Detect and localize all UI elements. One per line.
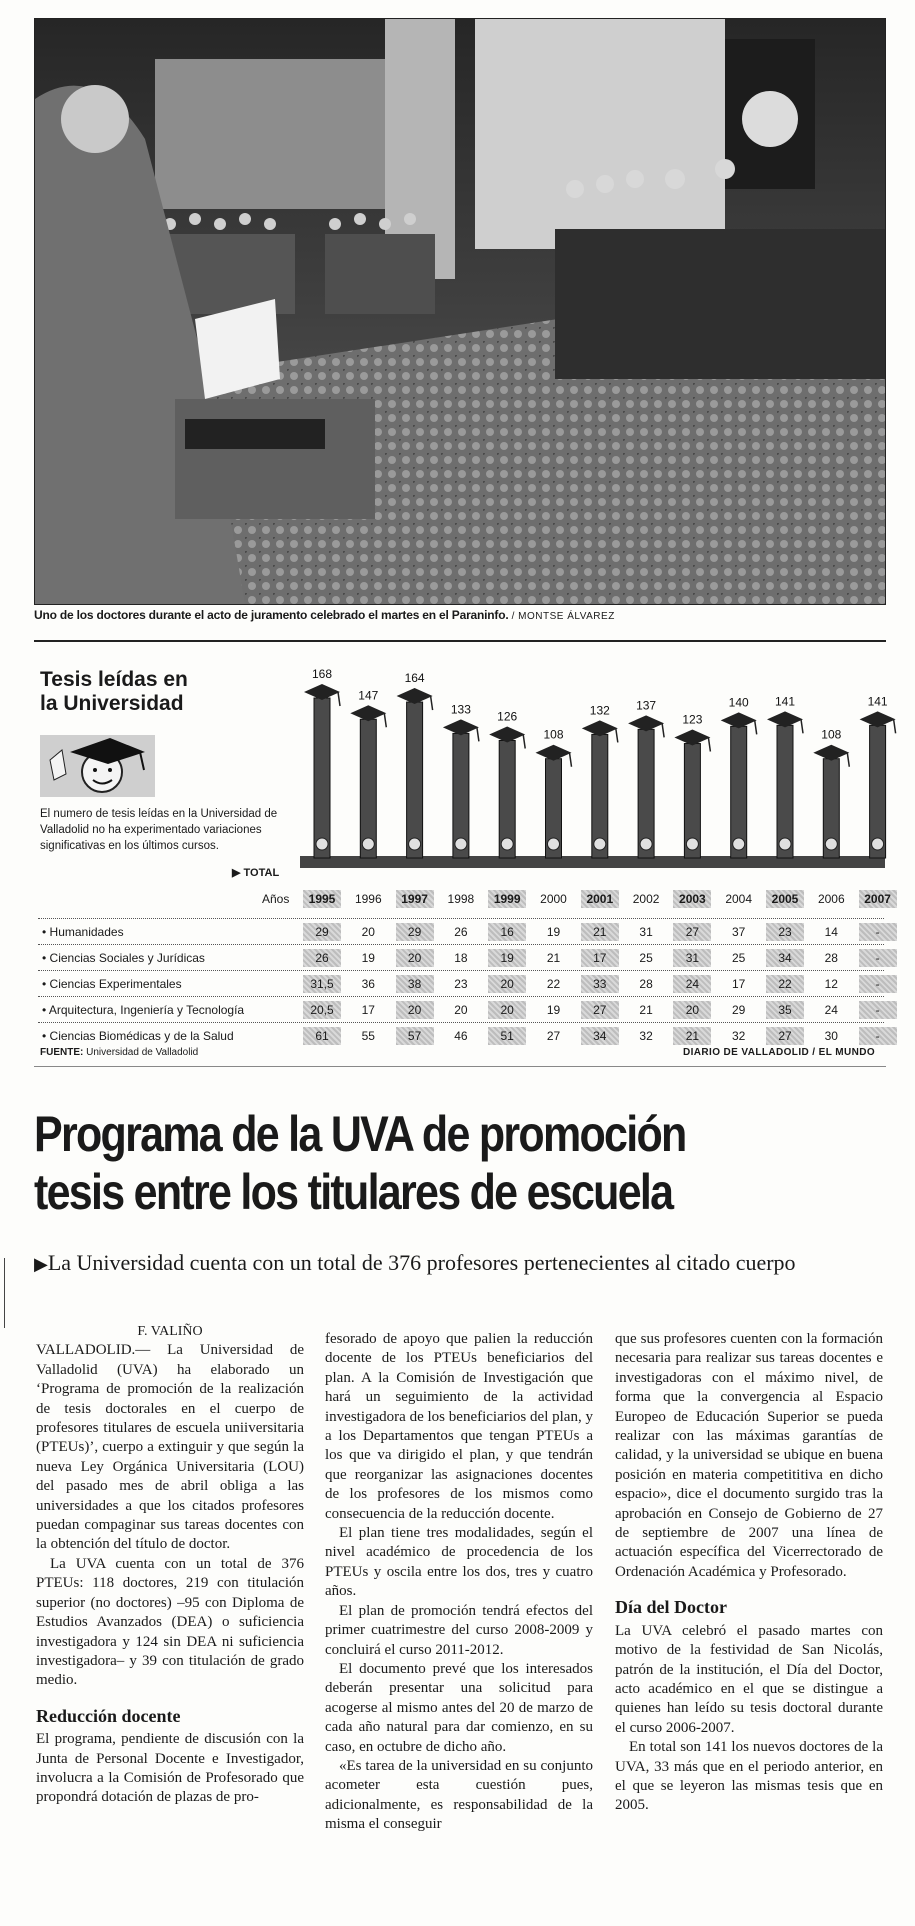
year-cell: 2005 <box>766 890 804 908</box>
table-cell: 20 <box>361 925 375 939</box>
table-cell: 20 <box>673 1001 711 1019</box>
headline-line1: Programa de la UVA de promoción <box>34 1106 686 1162</box>
year-cell: 1997 <box>396 890 434 908</box>
chart-bar <box>407 702 423 858</box>
year-cell: 1998 <box>447 892 475 906</box>
year-cell: 2004 <box>725 892 753 906</box>
table-cell: 21 <box>673 1027 711 1045</box>
chart-bar-seal <box>455 838 467 850</box>
photo-caption <box>34 608 894 622</box>
chart-bar-cap <box>397 688 433 704</box>
table-cell: 27 <box>673 923 711 941</box>
year-cell: 2001 <box>581 890 619 908</box>
table-row <box>38 1022 884 1048</box>
table-row <box>38 918 884 944</box>
chart-bar-tassel <box>570 753 572 767</box>
table-cell: 17 <box>361 1003 375 1017</box>
chart-bar-cap <box>721 712 757 728</box>
table-cell: 21 <box>639 1003 653 1017</box>
table-cell: 27 <box>546 1029 561 1043</box>
graphic-description: El numero de tesis leídas en la Universidad de Valladolid no ha experimentado variaciones significativas en los últimos cursos. <box>40 808 278 852</box>
table-cell: - <box>859 1027 897 1045</box>
table-cell: 30 <box>824 1029 838 1043</box>
table-cell: 17 <box>581 949 619 967</box>
paragraph: La UVA celebró el pasado martes con motivo de la festividad de San Nicolás, patrón de la institución, el Día del Doctor, acto académico en el que se distingue a quienes han leído su tesis doctoral durante el curso 2006-2007. <box>615 1622 883 1736</box>
table-cell: 31 <box>639 925 653 939</box>
table-cell: - <box>859 923 897 941</box>
section-rule <box>34 640 886 642</box>
chart-bar-cap <box>443 719 479 735</box>
chart-bar-tassel <box>431 696 433 710</box>
table-cell: 29 <box>732 1003 746 1017</box>
chart-bar-seal <box>594 838 606 850</box>
chart-value-label: 123 <box>682 712 703 727</box>
row-label: • Ciencias Sociales y Jurídicas <box>42 951 205 965</box>
table-row <box>38 996 884 1022</box>
headline <box>34 1105 894 1221</box>
table-cell: 26 <box>303 949 341 967</box>
chart-bar <box>314 698 330 858</box>
caption-text: Uno de los doctores durante el acto de juramento celebrado el martes en el Paraninfo. <box>34 608 509 622</box>
chart-bar-seal <box>779 838 791 850</box>
table-cell: - <box>859 1001 897 1019</box>
chart-value-label: 108 <box>821 727 842 742</box>
chart-bar-tassel <box>801 719 803 733</box>
table-cell: 28 <box>639 977 653 991</box>
table-cell: 36 <box>361 977 375 991</box>
years-label: Años <box>262 892 290 906</box>
table-cell: 28 <box>824 951 838 965</box>
row-label: • Arquitectura, Ingeniería y Tecnología <box>42 1003 245 1017</box>
chart-bar-cap <box>304 684 340 700</box>
table-cell: 23 <box>454 977 468 991</box>
chart-bar <box>638 729 654 858</box>
table-cell: 25 <box>732 951 746 965</box>
chart-value-label: 133 <box>450 702 471 717</box>
chart-bar-cap <box>582 720 618 736</box>
table-cell: 31,5 <box>303 975 341 993</box>
chart-bar-seal <box>316 838 328 850</box>
chart-value-label: 164 <box>404 671 425 686</box>
subhead-arrow-icon: ▶ <box>34 1254 48 1274</box>
table-cell: 20 <box>396 949 434 967</box>
chart-bar-tassel <box>662 723 664 737</box>
chart-bar-tassel <box>847 753 849 767</box>
row-label: • Ciencias Experimentales <box>42 977 182 991</box>
chart-bar-seal <box>872 838 884 850</box>
chart-value-label: 126 <box>497 709 518 724</box>
table-cell: 12 <box>824 977 838 991</box>
paragraph: En total son 141 los nuevos doctores de la UVA, 33 más que en el periodo anterior, en el que se leyeron las mismas tesis que en 2005. <box>615 1739 883 1814</box>
chart-value-label: 132 <box>589 703 610 718</box>
table-cell: 20 <box>488 975 526 993</box>
table-cell: 34 <box>766 949 804 967</box>
table-cell: 19 <box>546 925 561 939</box>
table-cell: 24 <box>673 975 711 993</box>
chart-value-label: 168 <box>311 667 333 681</box>
table-cell: 21 <box>581 923 619 941</box>
year-cell: 2003 <box>673 890 711 908</box>
paragraph: El documento prevé que los interesados deberán presentar una solicitud para acogerse al mismo antes del 20 de marzo de cada año natural para dar comienzo, en su caso, en octubre de dicho año. <box>325 1660 593 1755</box>
paragraph: que sus profesores cuenten con la formación necesaria para realizar sus tareas docentes e investigadoras con el máximo nivel, de forma que la convergencia al Espacio Europeo de Educación Superior se pueda realizar con las máximas garantías de calidad, y la universidad se ubique en buena posición en materia competititiva en dicho espacio», dice el documento surgido tras la aprobación en Consejo de Gobierno de 27 de septiembre de 2007 una línea de actuación específica del Vicerrectorado de Ordenación Académica y Profesorado. <box>615 1331 883 1580</box>
photo-credit: / MONTSE ÁLVAREZ <box>511 611 615 622</box>
chart-bar-tassel <box>616 728 618 742</box>
table-cell: 22 <box>546 977 561 991</box>
table-cell: 57 <box>396 1027 434 1045</box>
chart-bar-seal <box>501 838 513 850</box>
table-cell: 16 <box>488 923 526 941</box>
paragraph: El plan de promoción tendrá efectos del primer cuatrimestre del curso 2008-2009 y concluirá el curso 2011-2012. <box>325 1602 593 1658</box>
table-cell: 51 <box>488 1027 526 1045</box>
table-cell: 27 <box>581 1001 619 1019</box>
row-label: • Humanidades <box>42 925 124 939</box>
chart-bar <box>546 759 562 858</box>
years-row <box>0 888 915 912</box>
table-cell: 32 <box>639 1029 653 1043</box>
chart-bar-tassel <box>708 738 710 752</box>
table-cell: 25 <box>639 951 653 965</box>
table-cell: - <box>859 949 897 967</box>
table-cell: 14 <box>824 925 838 939</box>
table-cell: 55 <box>361 1029 375 1043</box>
chart-value-label: 147 <box>358 688 379 703</box>
chart-bar-seal <box>686 838 698 850</box>
paragraph: El programa, pendiente de discusión con la Junta de Personal Docente e Investigador, involucra a la Comisión de Profesorado que propondrá dotación de plazas de pro- <box>36 1731 304 1806</box>
chart-bar-tassel <box>477 727 479 741</box>
subheadline <box>34 1250 914 1276</box>
paragraph: «Es tarea de la universidad en su conjunto acometer esta cuestión pues, adicionalmente, es responsabilidad de la misma el conseguir <box>325 1757 593 1833</box>
table-cell: 21 <box>546 951 561 965</box>
table-cell: 31 <box>673 949 711 967</box>
table-cell: 38 <box>396 975 434 993</box>
year-cell: 2007 <box>859 890 897 908</box>
chart-bar <box>453 733 469 858</box>
chart-value-label: 141 <box>867 694 888 709</box>
chart-bar-cap <box>813 745 849 761</box>
table-cell: 24 <box>824 1003 838 1017</box>
ceremony-photo <box>34 18 886 605</box>
chart-value-label: 140 <box>728 695 749 710</box>
graphic-bottom-rule <box>34 1066 886 1067</box>
table-cell: 34 <box>581 1027 619 1045</box>
table-cell: 20 <box>396 1001 434 1019</box>
table-row <box>38 944 884 970</box>
chart-bar-cap <box>860 711 896 727</box>
chart-bar <box>360 719 376 858</box>
table-cell: 17 <box>732 977 746 991</box>
chart-bar-cap <box>536 745 572 761</box>
year-cell: 1995 <box>303 890 341 908</box>
table-cell: 22 <box>766 975 804 993</box>
table-cell: 26 <box>454 925 468 939</box>
row-label: • Ciencias Biomédicas y de la Salud <box>42 1029 234 1043</box>
chart-base-band <box>300 856 885 868</box>
total-label: ▶ TOTAL <box>232 867 280 879</box>
chart-bar-seal <box>548 838 560 850</box>
chart-value-label: 137 <box>636 698 657 713</box>
year-cell: 1999 <box>488 890 526 908</box>
chart-bar <box>731 726 747 858</box>
chart-bar <box>870 725 886 858</box>
table-cell: 27 <box>766 1027 804 1045</box>
paragraph: La UVA cuenta con un total de 376 PTEUs: 118 doctores, 219 con titulación superior (no doctores) –95 con Diploma de Estudios Avanzados (DEA) o suficiencia investigadora y 124 sin DEA ni suficiencia investigadora– y 39 con titulación de grado medio. <box>36 1555 304 1689</box>
chart-bar-tassel <box>894 719 896 733</box>
chart-bar-seal <box>640 838 652 850</box>
headline-line2: tesis entre los titulares de escuela <box>34 1164 673 1220</box>
table-cell: - <box>859 975 897 993</box>
year-cell: 1996 <box>354 892 382 906</box>
graphic-title <box>40 668 270 716</box>
table-cell: 19 <box>488 949 526 967</box>
paragraph: fesorado de apoyo que palien la reducción docente de los PTEUs beneficiarios del plan. A la Comisión de Investigación que hará un seguimiento de la actividad investigadora de los beneficiarios del plan, y a los Departamentos que tengan PTEUs a los que va dirigido el plan, y que tendrán que reorganizar las asignaciones docentes de los profesores de los mismos como consecuencia de la reducción docente. <box>325 1331 593 1522</box>
chart-bar-seal <box>733 838 745 850</box>
source-label: FUENTE: <box>40 1047 84 1058</box>
source-text: Universidad de Valladolid <box>86 1047 199 1058</box>
chart-value-label: 141 <box>774 694 796 709</box>
margin-marks <box>4 1258 9 1328</box>
chart-bar-cap <box>628 715 664 731</box>
table-cell: 32 <box>732 1029 746 1043</box>
paragraph: El plan tiene tres modalidades, según el nivel académico de procedencia de los PTEUs y oscila entre los dos, tres y cuatro años. <box>325 1525 593 1600</box>
chart-bar-cap <box>489 727 525 743</box>
chart-bar-tassel <box>338 692 340 706</box>
article-column-1 <box>36 1322 304 1808</box>
paragraph: VALLADOLID.— La Universidad de Valladolid (UVA) ha elaborado un ‘Programa de promoción de la realización de tesis doctorales en el cuerpo de profesores titulares de escuela uniiversitaria (PTEUs)’, cuerpo a extinguir y que según la nueva Ley Orgánica Universitaria (LOU) del pasado mes de abril obliga a las universidades a que los citados profesores puedan compaginar sus tareas docentes con la obtención del título de doctor. <box>36 1342 304 1553</box>
table-row <box>38 970 884 996</box>
breakdown-table <box>38 918 884 1048</box>
table-cell: 20 <box>488 1001 526 1019</box>
chart-bar-seal <box>362 838 374 850</box>
table-cell: 19 <box>361 951 375 965</box>
table-cell: 61 <box>303 1027 341 1045</box>
chart-source <box>40 1047 198 1058</box>
chart-bar <box>823 759 839 858</box>
table-cell: 29 <box>303 923 341 941</box>
chart-bar <box>684 744 700 858</box>
chart-brand: DIARIO DE VALLADOLID / EL MUNDO <box>682 1047 875 1058</box>
chart-bar-tassel <box>384 713 386 727</box>
table-cell: 35 <box>766 1001 804 1019</box>
table-cell: 19 <box>546 1003 561 1017</box>
chart-bar-cap <box>350 705 386 721</box>
chart-bar <box>592 734 608 858</box>
chart-bar-seal <box>409 838 421 850</box>
chart-bar-seal <box>825 838 837 850</box>
year-cell: 2006 <box>817 892 845 906</box>
graphic-title-line1: Tesis leídas en <box>40 668 188 691</box>
year-cell: 2002 <box>632 892 660 906</box>
table-cell: 29 <box>396 923 434 941</box>
table-cell: 23 <box>766 923 804 941</box>
chart-bar <box>499 741 515 859</box>
table-cell: 33 <box>581 975 619 993</box>
subhead-text: La Universidad cuenta con un total de 376 profesores pertenecientes al citado cuerpo <box>47 1250 796 1275</box>
table-cell: 18 <box>454 951 468 965</box>
table-cell: 46 <box>454 1029 468 1043</box>
section-heading: Día del Doctor <box>615 1597 727 1618</box>
table-cell: 20 <box>454 1003 468 1017</box>
graphic-title-line2: la Universidad <box>40 692 184 715</box>
article-column-3 <box>615 1330 883 1816</box>
chart-bar-cap <box>674 730 710 746</box>
graduate-cartoon-icon <box>40 730 155 800</box>
chart-bar-tassel <box>523 735 525 749</box>
table-cell: 37 <box>732 925 746 939</box>
table-cell: 20,5 <box>303 1001 341 1019</box>
byline: F. VALIÑO <box>137 1324 203 1339</box>
article-column-2 <box>325 1330 593 1835</box>
chart-value-label: 108 <box>543 727 564 742</box>
year-cell: 2000 <box>540 892 567 906</box>
section-heading: Reducción docente <box>36 1705 181 1726</box>
chart-bar-cap <box>767 711 803 727</box>
chart-bar <box>777 725 793 858</box>
chart-bar-tassel <box>755 720 757 734</box>
